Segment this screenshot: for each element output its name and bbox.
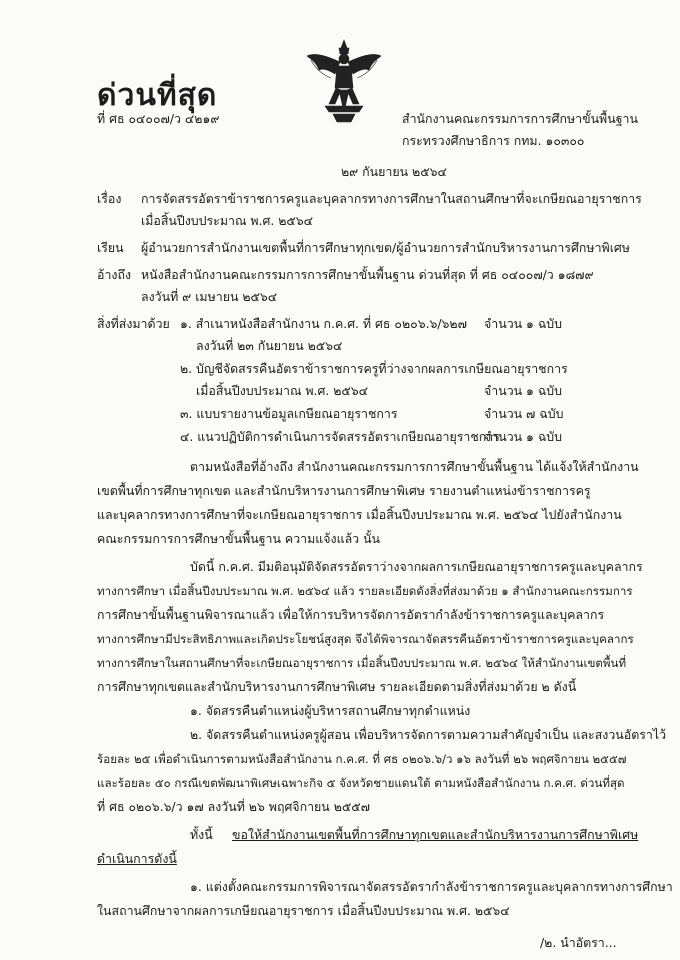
body-p2-line-5: ทางการศึกษาในสถานศึกษาที่จะเกษียณอายุราชการ เมื่อสิ้นปีงบประมาณ พ.ศ. ๒๕๖๔ ให้สำนักงานเขตพื้นที่ [97,656,627,670]
body-p2-item-2-line-1: ๒. จัดสรรคืนตำแหน่งครูผู้สอน เพื่อบริหารจัดการตามความสำคัญจำเป็น และสงวนอัตราไว้ [190,727,667,742]
body-p1-line-1: ตามหนังสือที่อ้างถึง สำนักงานคณะกรรมการการศึกษาขั้นพื้นฐาน ได้แจ้งให้สำนักงาน [190,459,639,474]
body-p2-line-2: ทางการศึกษา เมื่อสิ้นปีงบประมาณ พ.ศ. ๒๕๖๔ แล้ว รายละเอียดดังสิ่งที่ส่งมาด้วย ๑ สำนักงานคณะกรรมการ [97,584,633,598]
body-p2-line-1: บัดนี้ ก.ค.ศ. มีมติอนุมัติจัดสรรอัตราว่างจากผลการเกษียณอายุราชการครูและบุคลากร [190,559,643,574]
document-number: ที่ ศธ ๐๔๐๐๗/ว ๔๒๑๙ [97,111,220,126]
reference-label: อ้างถึง [97,267,132,282]
enclosure-item-2: ๒. บัญชีจัดสรรคืนอัตราข้าราชการครูที่ว่างจากผลการเกษียณอายุราชการ [180,361,568,376]
continuation-marker: /๒. นำอัตรา... [540,935,617,950]
body-p3-item-1-line-2: ในสถานศึกษาจากผลการเกษียณอายุราชการ เมื่อสิ้นปีงบประมาณ พ.ศ. ๒๕๖๔ [97,903,510,918]
urgency-label: ด่วนที่สุด [97,78,218,113]
body-p3-instruction-cont: ดำเนินการดังนี้ [97,851,177,866]
garuda-emblem-icon [305,38,383,124]
body-p2-line-3: การศึกษาขั้นพื้นฐานพิจารณาแล้ว เพื่อให้การบริหารจัดการอัตรากำลังข้าราชการครูและบุคลากร [97,607,605,622]
body-p2-item-2-line-4: ที่ ศธ ๐๒๐๖.๖/ว ๑๗ ลงวันที่ ๒๖ พฤศจิกายน ๒๕๕๗ [97,799,370,814]
subject-line-2: เมื่อสิ้นปีงบประมาณ พ.ศ. ๒๕๖๔ [141,213,314,228]
subject-line-1: การจัดสรรอัตราข้าราชการครูและบุคลากรทางการศึกษาในสถานศึกษาที่จะเกษียณอายุราชการ [141,191,642,206]
issuing-office: สำนักงานคณะกรรมการการศึกษาขั้นพื้นฐาน [402,111,638,126]
enclosure-count-3: จำนวน ๗ ฉบับ [484,406,564,421]
ministry-address: กระทรวงศึกษาธิการ กทม. ๑๐๓๐๐ [402,133,585,148]
body-p2-item-1: ๑. จัดสรรคืนตำแหน่งผู้บริหารสถานศึกษาทุกตำแหน่ง [190,703,471,718]
enclosure-count-1: จำนวน ๑ ฉบับ [484,316,563,331]
body-p3-item-1-line-1: ๑. แต่งตั้งคณะกรรมการพิจารณาจัดสรรอัตรากำลังข้าราชการครูและบุคลากรทางการศึกษา [190,879,673,894]
body-p3-lead: ทั้งนี้ [190,827,213,842]
subject-label: เรื่อง [97,191,122,206]
enclosure-item-4: ๔. แนวปฏิบัติการดำเนินการจัดสรรอัตราเกษียณอายุราชการ [180,429,500,444]
body-p3-instruction: ขอให้สำนักงานเขตพื้นที่การศึกษาทุกเขตและสำนักบริหารงานการศึกษาพิเศษ [232,827,639,842]
to-label: เรียน [97,240,124,255]
body-p2-line-6: การศึกษาทุกเขตและสำนักบริหารงานการศึกษาพิเศษ รายละเอียดตามสิ่งที่ส่งมาด้วย ๒ ดังนี้ [97,679,577,694]
enclosure-item-1: ๑. สำเนาหนังสือสำนักงาน ก.ค.ศ. ที่ ศธ ๐๒๐๖.๖/๖๒๗ [180,316,467,331]
body-p2-line-4: ทางการศึกษามีประสิทธิภาพและเกิดประโยชน์สูงสุด จึงได้พิจารณาจัดสรรคืนอัตราข้าราชการครูและบุคลากร [97,632,634,646]
body-p1-line-4: คณะกรรมการการศึกษาขั้นพื้นฐาน ความแจ้งแล้ว นั้น [97,531,381,546]
enclosures-label: สิ่งที่ส่งมาด้วย [97,316,170,331]
enclosure-item-2-cont: เมื่อสิ้นปีงบประมาณ พ.ศ. ๒๕๖๔ [196,383,369,398]
document-date: ๒๙ กันยายน ๒๕๖๔ [341,164,447,179]
reference-line-1: หนังสือสำนักงานคณะกรรมการการศึกษาขั้นพื้นฐาน ด่วนที่สุด ที่ ศธ ๐๔๐๐๗/ว ๑๘๗๙ [141,267,594,282]
enclosure-item-3: ๓. แบบรายงานข้อมูลเกษียณอายุราชการ [180,406,398,421]
body-p1-line-2: เขตพื้นที่การศึกษาทุกเขต และสำนักบริหารงานการศึกษาพิเศษ รายงานตำแหน่งข้าราชการครู [97,483,591,498]
reference-line-2: ลงวันที่ ๙ เมษายน ๒๕๖๔ [141,289,278,304]
enclosure-count-4: จำนวน ๑ ฉบับ [484,429,563,444]
enclosure-count-2: จำนวน ๑ ฉบับ [484,383,563,398]
body-p2-item-2-line-2: ร้อยละ ๒๕ เพื่อดำเนินการตามหนังสือสำนักงาน ก.ค.ศ. ที่ ศธ ๐๒๐๖.๖/ว ๑๖ ลงวันที่ ๒๖ พฤศจิกายน ๒๕๕๗ [97,752,627,766]
to-recipient: ผู้อำนวยการสำนักงานเขตพื้นที่การศึกษาทุกเขต/ผู้อำนวยการสำนักบริหารงานการศึกษาพิเศษ [141,240,630,255]
body-p2-item-2-line-3: และร้อยละ ๕๐ กรณีเขตพัฒนาพิเศษเฉพาะกิจ ๕ จังหวัดชายแดนใต้ ตามหนังสือสำนักงาน ก.ค.ศ. ด่วนที่สุด [97,776,625,790]
body-p1-line-3: และบุคลากรทางการศึกษาที่จะเกษียณอายุราชการ เมื่อสิ้นปีงบประมาณ พ.ศ. ๒๕๖๔ ไปยังสำนักงาน [97,507,622,522]
enclosure-item-1-date: ลงวันที่ ๒๓ กันยายน ๒๕๖๔ [196,338,343,353]
